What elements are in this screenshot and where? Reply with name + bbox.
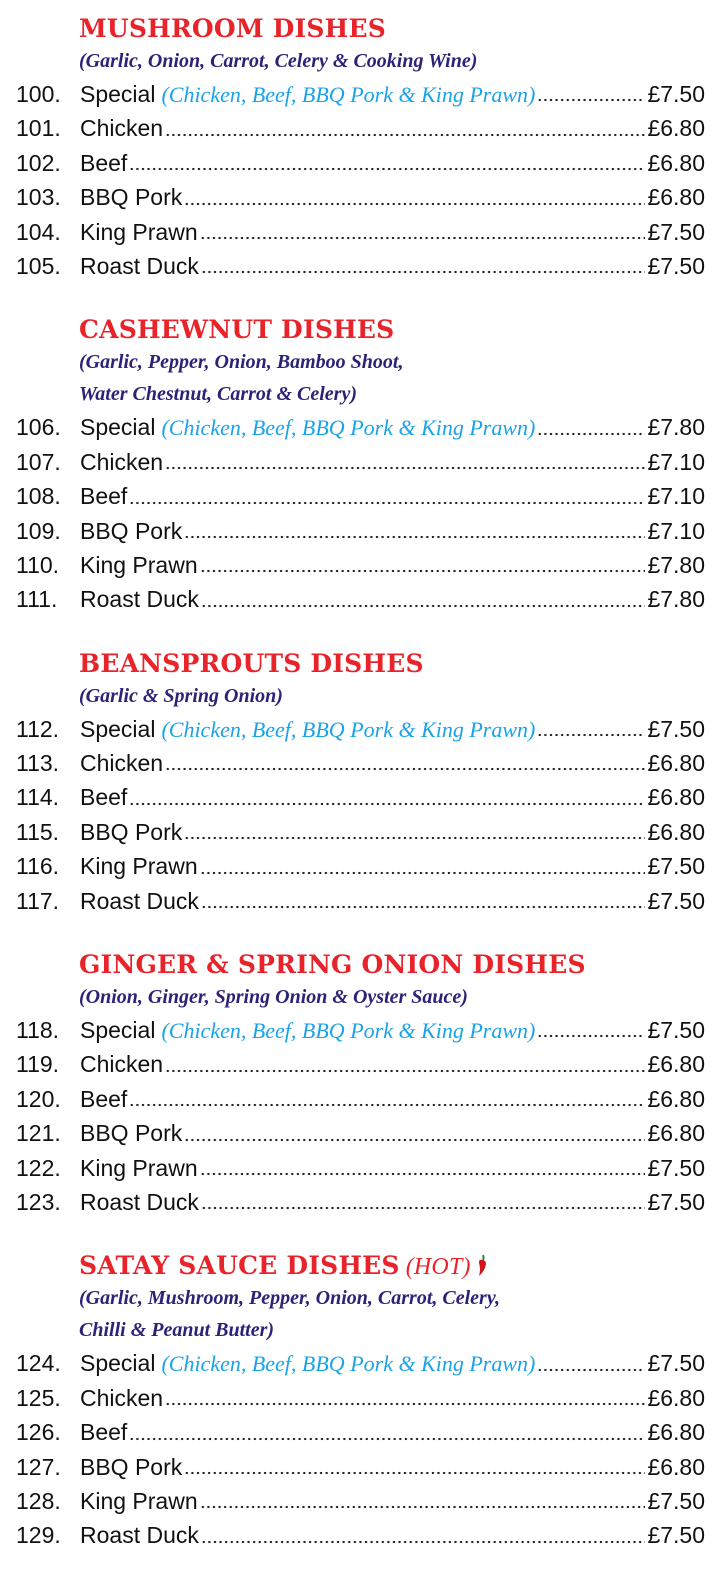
item-note: (Chicken, Beef, BBQ Pork & King Prawn) (161, 82, 536, 107)
item-name: Chicken (80, 115, 164, 142)
item-number: 115. (16, 818, 60, 845)
dot-leader (165, 466, 645, 470)
section-ingredients: (Garlic & Spring Onion) (79, 684, 283, 707)
section-title-text: BEANSPROUTS DISHES (79, 648, 424, 678)
menu-item (0, 1151, 728, 1185)
item-name: Chicken (80, 750, 164, 777)
item-number: 104. (16, 218, 61, 245)
dot-leader (184, 1138, 645, 1142)
dot-leader (129, 501, 645, 505)
dot-leader (129, 1103, 645, 1107)
item-number: 111. (16, 586, 58, 613)
menu-item (0, 1116, 728, 1150)
item-price: £6.80 (647, 1384, 705, 1411)
menu-item (0, 1484, 728, 1518)
item-number: 114. (16, 784, 60, 811)
section-title-text: MUSHROOM DISHES (79, 14, 387, 43)
menu-section (0, 1250, 728, 1552)
item-number: 119. (16, 1051, 60, 1078)
dot-leader (201, 1540, 646, 1544)
menu-section (0, 648, 728, 918)
item-number: 126. (16, 1419, 61, 1446)
menu-item (0, 548, 728, 582)
menu-item (0, 780, 728, 814)
item-price: £7.80 (647, 586, 705, 613)
dot-leader (537, 98, 645, 102)
menu-item (0, 410, 728, 444)
item-number: 121. (16, 1120, 61, 1147)
item-name: BBQ Pork (80, 1120, 183, 1147)
dot-leader (200, 569, 646, 573)
item-name: King Prawn (80, 1487, 198, 1514)
item-name: Roast Duck (80, 252, 199, 279)
hot-label: (HOT) (405, 1254, 471, 1281)
item-price: £6.80 (647, 1453, 705, 1480)
menu-item (0, 77, 728, 111)
item-number: 124. (16, 1350, 61, 1377)
item-number: 105. (16, 252, 61, 279)
menu-item (0, 111, 728, 145)
item-price: £7.50 (647, 715, 705, 742)
menu-item (0, 514, 728, 548)
section-ingredients: (Garlic, Onion, Carrot, Celery & Cooking Wine) (79, 50, 478, 72)
item-price: £6.80 (647, 818, 705, 845)
item-name: King Prawn (80, 853, 198, 880)
item-name: Special (80, 1017, 156, 1044)
menu-section (0, 314, 728, 616)
dot-leader (537, 1034, 645, 1038)
menu-section (0, 949, 728, 1219)
menu-item (0, 1346, 728, 1380)
item-price: £7.80 (647, 414, 705, 441)
menu-item (0, 146, 728, 180)
item-number: 108. (16, 483, 61, 510)
menu-section (0, 13, 728, 283)
item-name: BBQ Pork (80, 517, 183, 544)
dot-leader (129, 1437, 645, 1441)
item-price: £7.50 (647, 1017, 705, 1044)
item-price: £6.80 (647, 149, 705, 176)
section-ingredients: (Onion, Ginger, Spring Onion & Oyster Sauce) (79, 986, 468, 1009)
item-price: £7.50 (647, 1487, 705, 1514)
dot-leader (165, 767, 645, 771)
item-price: £6.80 (647, 184, 705, 211)
menu-item (0, 180, 728, 214)
menu-item (0, 1381, 728, 1415)
section-title (79, 949, 728, 981)
dot-leader (184, 202, 645, 206)
dot-leader (537, 733, 645, 737)
item-price: £6.80 (647, 1085, 705, 1112)
item-number: 112. (16, 715, 60, 742)
menu-item (0, 479, 728, 513)
item-number: 120. (16, 1085, 61, 1112)
item-price: £7.50 (647, 1188, 705, 1215)
item-name: Roast Duck (80, 586, 199, 613)
item-number: 101. (16, 115, 61, 142)
section-ingredients: (Garlic, Pepper, Onion, Bamboo Shoot, (79, 351, 404, 374)
item-name: BBQ Pork (80, 818, 183, 845)
item-name: Chicken (80, 1051, 164, 1078)
menu-item (0, 884, 728, 918)
menu-item (0, 1082, 728, 1116)
item-name: Special (80, 414, 156, 441)
item-name: BBQ Pork (80, 1453, 183, 1480)
dot-leader (200, 1172, 646, 1176)
item-number: 116. (16, 853, 60, 880)
item-number: 107. (16, 448, 61, 475)
section-title (79, 1250, 728, 1282)
section-ingredients: Water Chestnut, Carrot & Celery) (79, 383, 357, 406)
dot-leader (184, 1471, 645, 1475)
dot-leader (129, 167, 645, 171)
section-title-text: GINGER & SPRING ONION DISHES (79, 950, 586, 980)
menu-item (0, 1450, 728, 1484)
item-name: Beef (80, 1419, 128, 1446)
item-price: £7.50 (647, 1154, 705, 1181)
menu-item (0, 815, 728, 849)
item-number: 110. (16, 551, 60, 578)
item-name: Beef (80, 483, 128, 510)
item-name: Special (80, 1350, 156, 1377)
item-price: £6.80 (647, 784, 705, 811)
menu-item (0, 215, 728, 249)
item-number: 103. (16, 184, 61, 211)
section-ingredients: (Garlic, Mushroom, Pepper, Onion, Carrot, Celery, (79, 1287, 500, 1310)
item-number: 128. (16, 1487, 61, 1514)
item-price: £7.10 (647, 517, 705, 544)
section-ingredients: Chilli & Peanut Butter) (79, 1319, 275, 1342)
item-note: (Chicken, Beef, BBQ Pork & King Prawn) (161, 716, 536, 742)
item-note: (Chicken, Beef, BBQ Pork & King Prawn) (161, 1351, 536, 1377)
item-number: 125. (16, 1384, 61, 1411)
item-price: £6.80 (647, 1419, 705, 1446)
item-name: BBQ Pork (80, 184, 183, 211)
dot-leader (537, 432, 645, 436)
section-title (79, 648, 728, 680)
dot-leader (165, 1069, 645, 1073)
item-number: 118. (16, 1017, 60, 1044)
item-name: Roast Duck (80, 1188, 199, 1215)
menu-item (0, 849, 728, 883)
dot-leader (201, 270, 646, 274)
dot-leader (184, 836, 645, 840)
item-note: (Chicken, Beef, BBQ Pork & King Prawn) (161, 1018, 536, 1044)
item-number: 102. (16, 149, 61, 176)
item-name: Special (80, 81, 156, 107)
menu-item (0, 582, 728, 616)
item-name: Chicken (80, 448, 164, 475)
dot-leader (165, 1402, 645, 1406)
item-note: (Chicken, Beef, BBQ Pork & King Prawn) (161, 415, 536, 441)
item-price: £7.50 (647, 1522, 705, 1549)
item-price: £7.50 (647, 853, 705, 880)
item-name: King Prawn (80, 1154, 198, 1181)
dot-leader (184, 535, 645, 539)
menu-item (0, 1415, 728, 1449)
item-name: Roast Duck (80, 887, 199, 914)
item-number: 122. (16, 1154, 61, 1181)
item-price: £7.50 (647, 1350, 705, 1377)
item-price: £7.50 (647, 218, 705, 245)
item-name: Beef (80, 1085, 128, 1112)
menu-item (0, 249, 728, 283)
item-number: 100. (16, 81, 61, 107)
menu-item (0, 1185, 728, 1219)
item-number: 129. (16, 1522, 61, 1549)
item-price: £7.50 (647, 252, 705, 279)
dot-leader (537, 1368, 645, 1372)
item-number: 123. (16, 1188, 61, 1215)
item-price: £6.80 (647, 750, 705, 777)
dot-leader (201, 905, 646, 909)
menu-item (0, 445, 728, 479)
dot-leader (200, 1505, 646, 1509)
item-name: Chicken (80, 1384, 164, 1411)
item-price: £6.80 (647, 1051, 705, 1078)
item-name: Special (80, 715, 156, 742)
item-name: Beef (80, 149, 128, 176)
dot-leader (201, 604, 646, 608)
item-number: 117. (16, 887, 60, 914)
dot-leader (165, 133, 645, 137)
menu-item (0, 1518, 728, 1552)
menu-item (0, 712, 728, 746)
item-price: £6.80 (647, 115, 705, 142)
dot-leader (129, 802, 645, 806)
item-price: £7.50 (647, 81, 705, 107)
dot-leader (201, 1206, 646, 1210)
item-number: 127. (16, 1453, 61, 1480)
item-number: 113. (16, 750, 60, 777)
menu-item (0, 1047, 728, 1081)
dot-leader (200, 871, 646, 875)
item-price: £7.10 (647, 448, 705, 475)
item-name: King Prawn (80, 218, 198, 245)
item-price: £7.10 (647, 483, 705, 510)
section-title (79, 314, 728, 346)
item-name: King Prawn (80, 551, 198, 578)
menu-item (0, 1013, 728, 1047)
item-price: £7.80 (647, 551, 705, 578)
section-title-text: CASHEWNUT DISHES (79, 315, 395, 345)
section-title (79, 13, 728, 45)
dot-leader (200, 236, 646, 240)
item-name: Roast Duck (80, 1522, 199, 1549)
item-price: £7.50 (647, 887, 705, 914)
item-number: 109. (16, 517, 61, 544)
item-name: Beef (80, 784, 128, 811)
menu-item (0, 746, 728, 780)
item-number: 106. (16, 414, 61, 441)
section-title-text: SATAY SAUCE DISHES (79, 1251, 400, 1281)
item-price: £6.80 (647, 1120, 705, 1147)
